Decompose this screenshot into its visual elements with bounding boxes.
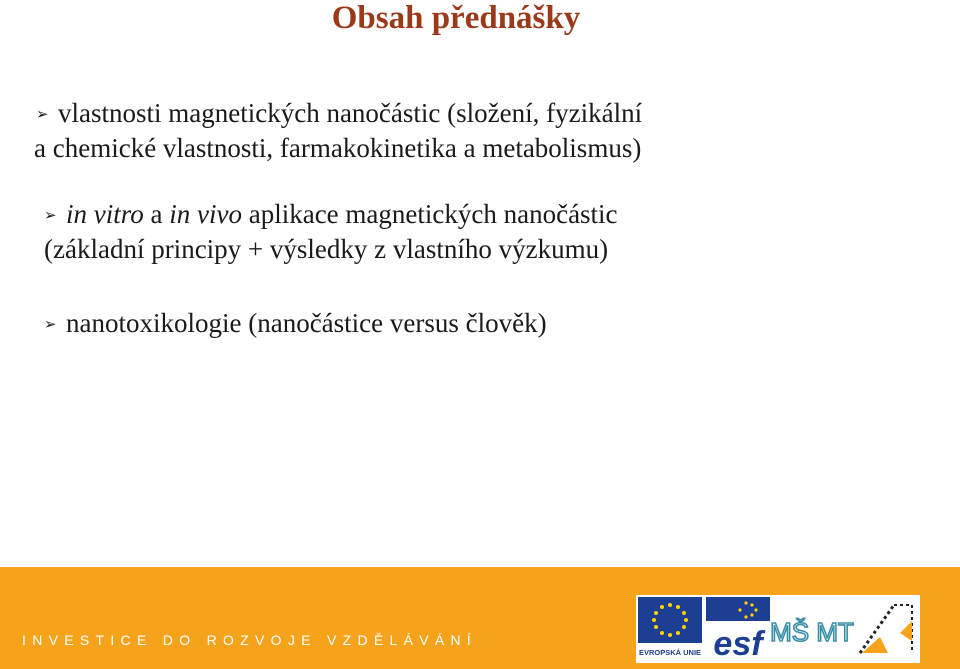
bullet-1-line-1: vlastnosti magnetických nanočástic (složení, fyzikální xyxy=(58,98,643,128)
bullet-1-line-2: a chemické vlastnosti, farmakokinetika a metabolismus) xyxy=(34,133,642,163)
bullet-2-italic-1: in vitro xyxy=(66,199,144,229)
footer-bar xyxy=(0,567,960,669)
msmt-logo-icon xyxy=(770,597,854,661)
op-vk-logo-icon xyxy=(854,597,918,661)
esf-logo-icon xyxy=(706,597,770,661)
bullet-3-line-1: nanotoxikologie (nanočástice versus člověk) xyxy=(66,308,547,338)
bullet-2-text-2: aplikace magnetických nanočástic xyxy=(241,199,618,229)
bullet-2-line-2: (základní principy + výsledky z vlastního výzkumu) xyxy=(44,234,609,264)
slide-title: Obsah přednášky xyxy=(331,0,581,36)
bullet-item-2 xyxy=(44,197,944,266)
footer-slogan: INVESTICE DO ROZVOJE VZDĚLÁVÁNÍ xyxy=(22,632,478,648)
arrow-right-icon: ➢ xyxy=(44,315,57,333)
bullet-2-text-1: a xyxy=(143,199,170,229)
eu-label: EVROPSKÁ UNIE xyxy=(638,648,702,657)
eu-flag-icon xyxy=(638,597,702,661)
arrow-right-icon: ➢ xyxy=(44,206,57,224)
bullet-item-3 xyxy=(44,306,944,341)
logo-strip xyxy=(636,595,920,663)
bullet-item-1 xyxy=(36,96,936,165)
esf-label: esf xyxy=(713,625,763,663)
arrow-right-icon: ➢ xyxy=(36,105,49,123)
msmt-label: MŠ MT xyxy=(770,617,854,647)
bullet-2-italic-2: in vivo xyxy=(169,199,242,229)
